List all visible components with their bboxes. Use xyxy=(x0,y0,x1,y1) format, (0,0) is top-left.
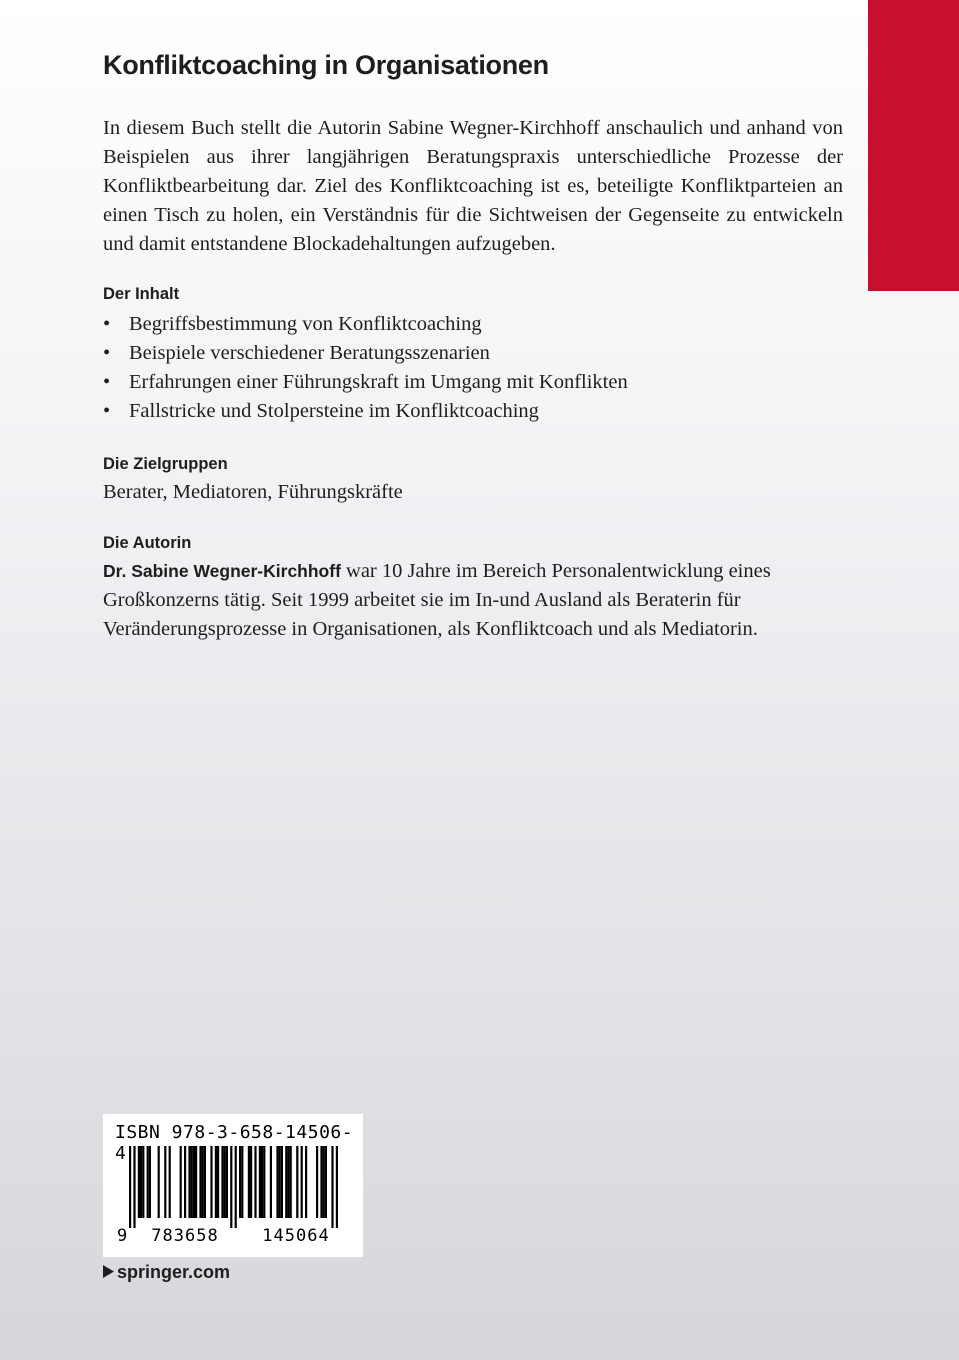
barcode-bar xyxy=(248,1146,250,1218)
barcode-bar xyxy=(140,1146,142,1218)
barcode-bar xyxy=(331,1146,333,1228)
list-item xyxy=(103,310,843,339)
barcode-bar xyxy=(169,1146,171,1218)
barcode-bar xyxy=(285,1146,287,1218)
barcode-bar xyxy=(259,1146,261,1218)
barcode-bar xyxy=(210,1146,212,1218)
barcode-bar xyxy=(204,1146,206,1218)
list-item-text: Beispiele verschiedener Beratungsszenarien xyxy=(129,342,490,364)
barcode-bar xyxy=(199,1146,201,1218)
isbn-barcode xyxy=(103,1114,363,1257)
bullet-icon: • xyxy=(103,342,111,364)
publisher-text: springer.com xyxy=(117,1262,231,1282)
barcode-bar xyxy=(261,1146,263,1218)
barcode-bar xyxy=(281,1146,283,1218)
barcode-bar xyxy=(325,1146,327,1218)
barcode-bar xyxy=(226,1146,228,1218)
barcode-bar xyxy=(276,1146,278,1218)
ean-digits xyxy=(103,1226,363,1250)
list-item xyxy=(103,339,843,368)
red-accent-tab xyxy=(868,0,959,291)
barcode-bar xyxy=(230,1146,232,1228)
list-item-text: Fallstricke und Stolpersteine im Konfliktcoaching xyxy=(129,400,539,422)
author-bio: war 10 Jahre im Bereich Personalentwicklung eines Großkonzerns tätig. Seit 1999 arbeitet sie im In-und Ausland als Beraterin für Veränderungsprozesse in Organisationen, als Konfliktcoach und als Mediatorin. xyxy=(103,560,771,640)
barcode-bar xyxy=(290,1146,292,1218)
barcode-bar xyxy=(336,1146,338,1228)
author-paragraph xyxy=(103,557,843,644)
barcode-bar xyxy=(323,1146,325,1218)
barcode-bar xyxy=(279,1146,281,1218)
barcode-bar xyxy=(158,1146,160,1218)
list-item-text: Begriffsbestimmung von Konfliktcoaching xyxy=(129,313,482,335)
barcode-bar xyxy=(270,1146,272,1218)
barcode-bar xyxy=(188,1146,190,1218)
play-arrow-icon xyxy=(103,1262,114,1283)
bullet-icon: • xyxy=(103,400,111,422)
barcode-bar xyxy=(215,1146,217,1218)
barcode-bar xyxy=(296,1146,298,1218)
audience-heading: Die Zielgruppen xyxy=(103,455,228,473)
barcode-bar xyxy=(133,1146,135,1228)
barcode-bar xyxy=(191,1146,193,1218)
isbn-label: ISBN 978-3-658-14506-4 xyxy=(115,1122,354,1164)
barcode-bar xyxy=(287,1146,289,1218)
author-name: Dr. Sabine Wegner-Kirchhoff xyxy=(103,561,341,581)
barcode-bar xyxy=(221,1146,223,1218)
barcode-bar xyxy=(305,1146,307,1218)
list-item xyxy=(103,368,843,397)
barcode-bar xyxy=(193,1146,195,1218)
ean-first-digit: 9 xyxy=(117,1226,128,1246)
author-heading: Die Autorin xyxy=(103,534,192,552)
barcode-bar xyxy=(180,1146,182,1218)
barcode-bar xyxy=(254,1146,256,1218)
intro-paragraph: In diesem Buch stellt die Autorin Sabine Wegner-Kirchhoff anschaulich und anhand von Beispielen aus ihrer langjährigen Beratungspraxis unterschiedliche Prozesse der Konfliktbearbeitung dar. Ziel des Konfliktcoaching ist es, beteiligte Konfliktparteien an einen Tisch zu holen, ein Verständnis für die Sichtweisen der Gegenseite zu entwickeln und damit entstandene Blockadehaltungen aufzugeben. xyxy=(103,117,843,255)
barcode-bar xyxy=(195,1146,197,1218)
barcode-bar xyxy=(217,1146,219,1218)
barcode-bar xyxy=(263,1146,265,1218)
barcode-bar xyxy=(147,1146,149,1218)
barcode-bar xyxy=(224,1146,226,1218)
barcode-bars xyxy=(103,1146,363,1228)
barcode-bar xyxy=(320,1146,322,1218)
barcode-bar xyxy=(241,1146,243,1218)
ean-right-digits: 145064 xyxy=(262,1226,330,1246)
contents-list xyxy=(103,310,843,426)
list-item-text: Erfahrungen einer Führungskraft im Umgang mit Konflikten xyxy=(129,371,628,393)
bullet-icon: • xyxy=(103,313,111,335)
barcode-bar xyxy=(142,1146,144,1218)
barcode-bar xyxy=(138,1146,140,1218)
bullet-icon: • xyxy=(103,371,111,393)
barcode-bar xyxy=(301,1146,303,1218)
publisher-link[interactable] xyxy=(103,1262,230,1283)
list-item xyxy=(103,397,843,426)
barcode-bar xyxy=(235,1146,237,1228)
barcode-bar xyxy=(149,1146,151,1218)
book-title: Konfliktcoaching in Organisationen xyxy=(103,50,549,80)
barcode-bar xyxy=(239,1146,241,1218)
barcode-bar xyxy=(202,1146,204,1218)
barcode-bar xyxy=(184,1146,186,1218)
barcode-bar xyxy=(164,1146,166,1218)
audience-text: Berater, Mediatoren, Führungskräfte xyxy=(103,481,403,503)
contents-heading: Der Inhalt xyxy=(103,285,180,303)
ean-left-digits: 783658 xyxy=(151,1226,219,1246)
back-cover-content xyxy=(103,46,843,644)
barcode-bar xyxy=(129,1146,131,1228)
barcode-bar xyxy=(250,1146,252,1218)
barcode-bar xyxy=(316,1146,318,1218)
